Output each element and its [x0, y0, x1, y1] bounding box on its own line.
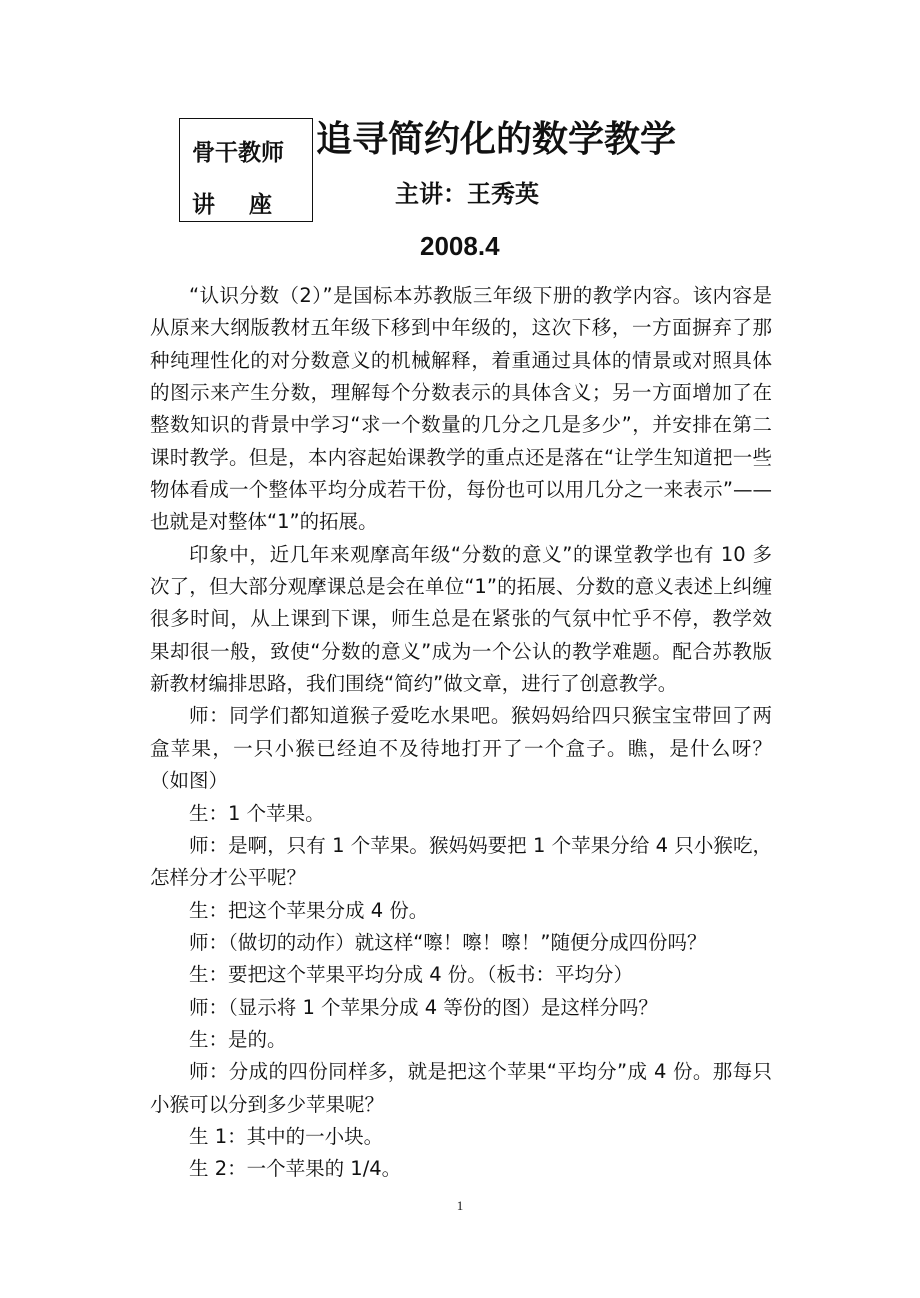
document-date: 2008.4: [420, 231, 500, 261]
paragraph: 师：是啊，只有 1 个苹果。猴妈妈要把 1 个苹果分给 4 只小猴吃，怎样分才公平呢？: [150, 833, 772, 890]
paragraph: 师：（显示将 1 个苹果分成 4 等份的图）是这样分吗？: [189, 995, 658, 1019]
paragraph: 生：要把这个苹果平均分成 4 份。（板书：平均分）: [189, 963, 634, 987]
paragraph: 师：分成的四份同样多，就是把这个苹果“平均分”成 4 份。那每只小猴可以分到多少苹果呢？: [150, 1060, 772, 1116]
badge-line-1: 骨干教师: [192, 140, 284, 166]
badge-line-2: 讲座: [192, 192, 306, 218]
paragraph: 师：（做切的动作）就这样“嚓！嚓！嚓！”随便分成四份吗？: [189, 930, 707, 954]
paragraph: 生 2：一个苹果的 1/4。: [189, 1157, 402, 1181]
paragraph: 生：把这个苹果分成 4 份。: [189, 898, 429, 922]
paragraph: 生：是的。: [189, 1027, 287, 1051]
lecture-badge: [179, 118, 313, 222]
document-body: [150, 280, 772, 1186]
page-number: 1: [456, 1198, 464, 1213]
paragraph: 生 1：其中的一小块。: [189, 1124, 384, 1148]
paragraph: 印象中，近几年来观摩高年级“分数的意义”的课堂教学也有 10 多次了，但大部分观摩课总是会在单位“1”的拓展、分数的意义表述上纠缠很多时间，从上课到下课，师生总是在紧张的气氛中忙乎不停，教学效果却很一般，致使“分数的意义”成为一个公认的教学难题。配合苏教版新教材编排思路，我们围绕“简约”做文章，进行了创意教学。: [150, 542, 772, 696]
paragraph: “认识分数（2）”是国标本苏教版三年级下册的教学内容。该内容是从原来大纲版教材五年级下移到中年级的，这次下移，一方面摒弃了那种纯理性化的对分数意义的机械解释，着重通过具体的情景或对照具体的图示来产生分数，理解每个分数表示的具体含义；另一方面增加了在整数知识的背景中学习“求一个数量的几分之几是多少”，并安排在第二课时教学。但是，本内容起始课教学的重点还是落在“让学生知道把一些物体看成一个整体平均分成若干份，每份也可以用几分之一来表示”——也就是对整体“1”的拓展。: [150, 284, 772, 534]
paragraph: 生：1 个苹果。: [189, 801, 325, 825]
speaker-line: 主讲：王秀英: [395, 180, 539, 208]
document-title: 追寻简约化的数学教学: [316, 119, 677, 160]
paragraph: 师：同学们都知道猴子爱吃水果吧。猴妈妈给四只猴宝宝带回了两盒苹果，一只小猴已经迫不及待地打开了一个盒子。瞧，是什么呀？（如图）: [150, 704, 772, 793]
